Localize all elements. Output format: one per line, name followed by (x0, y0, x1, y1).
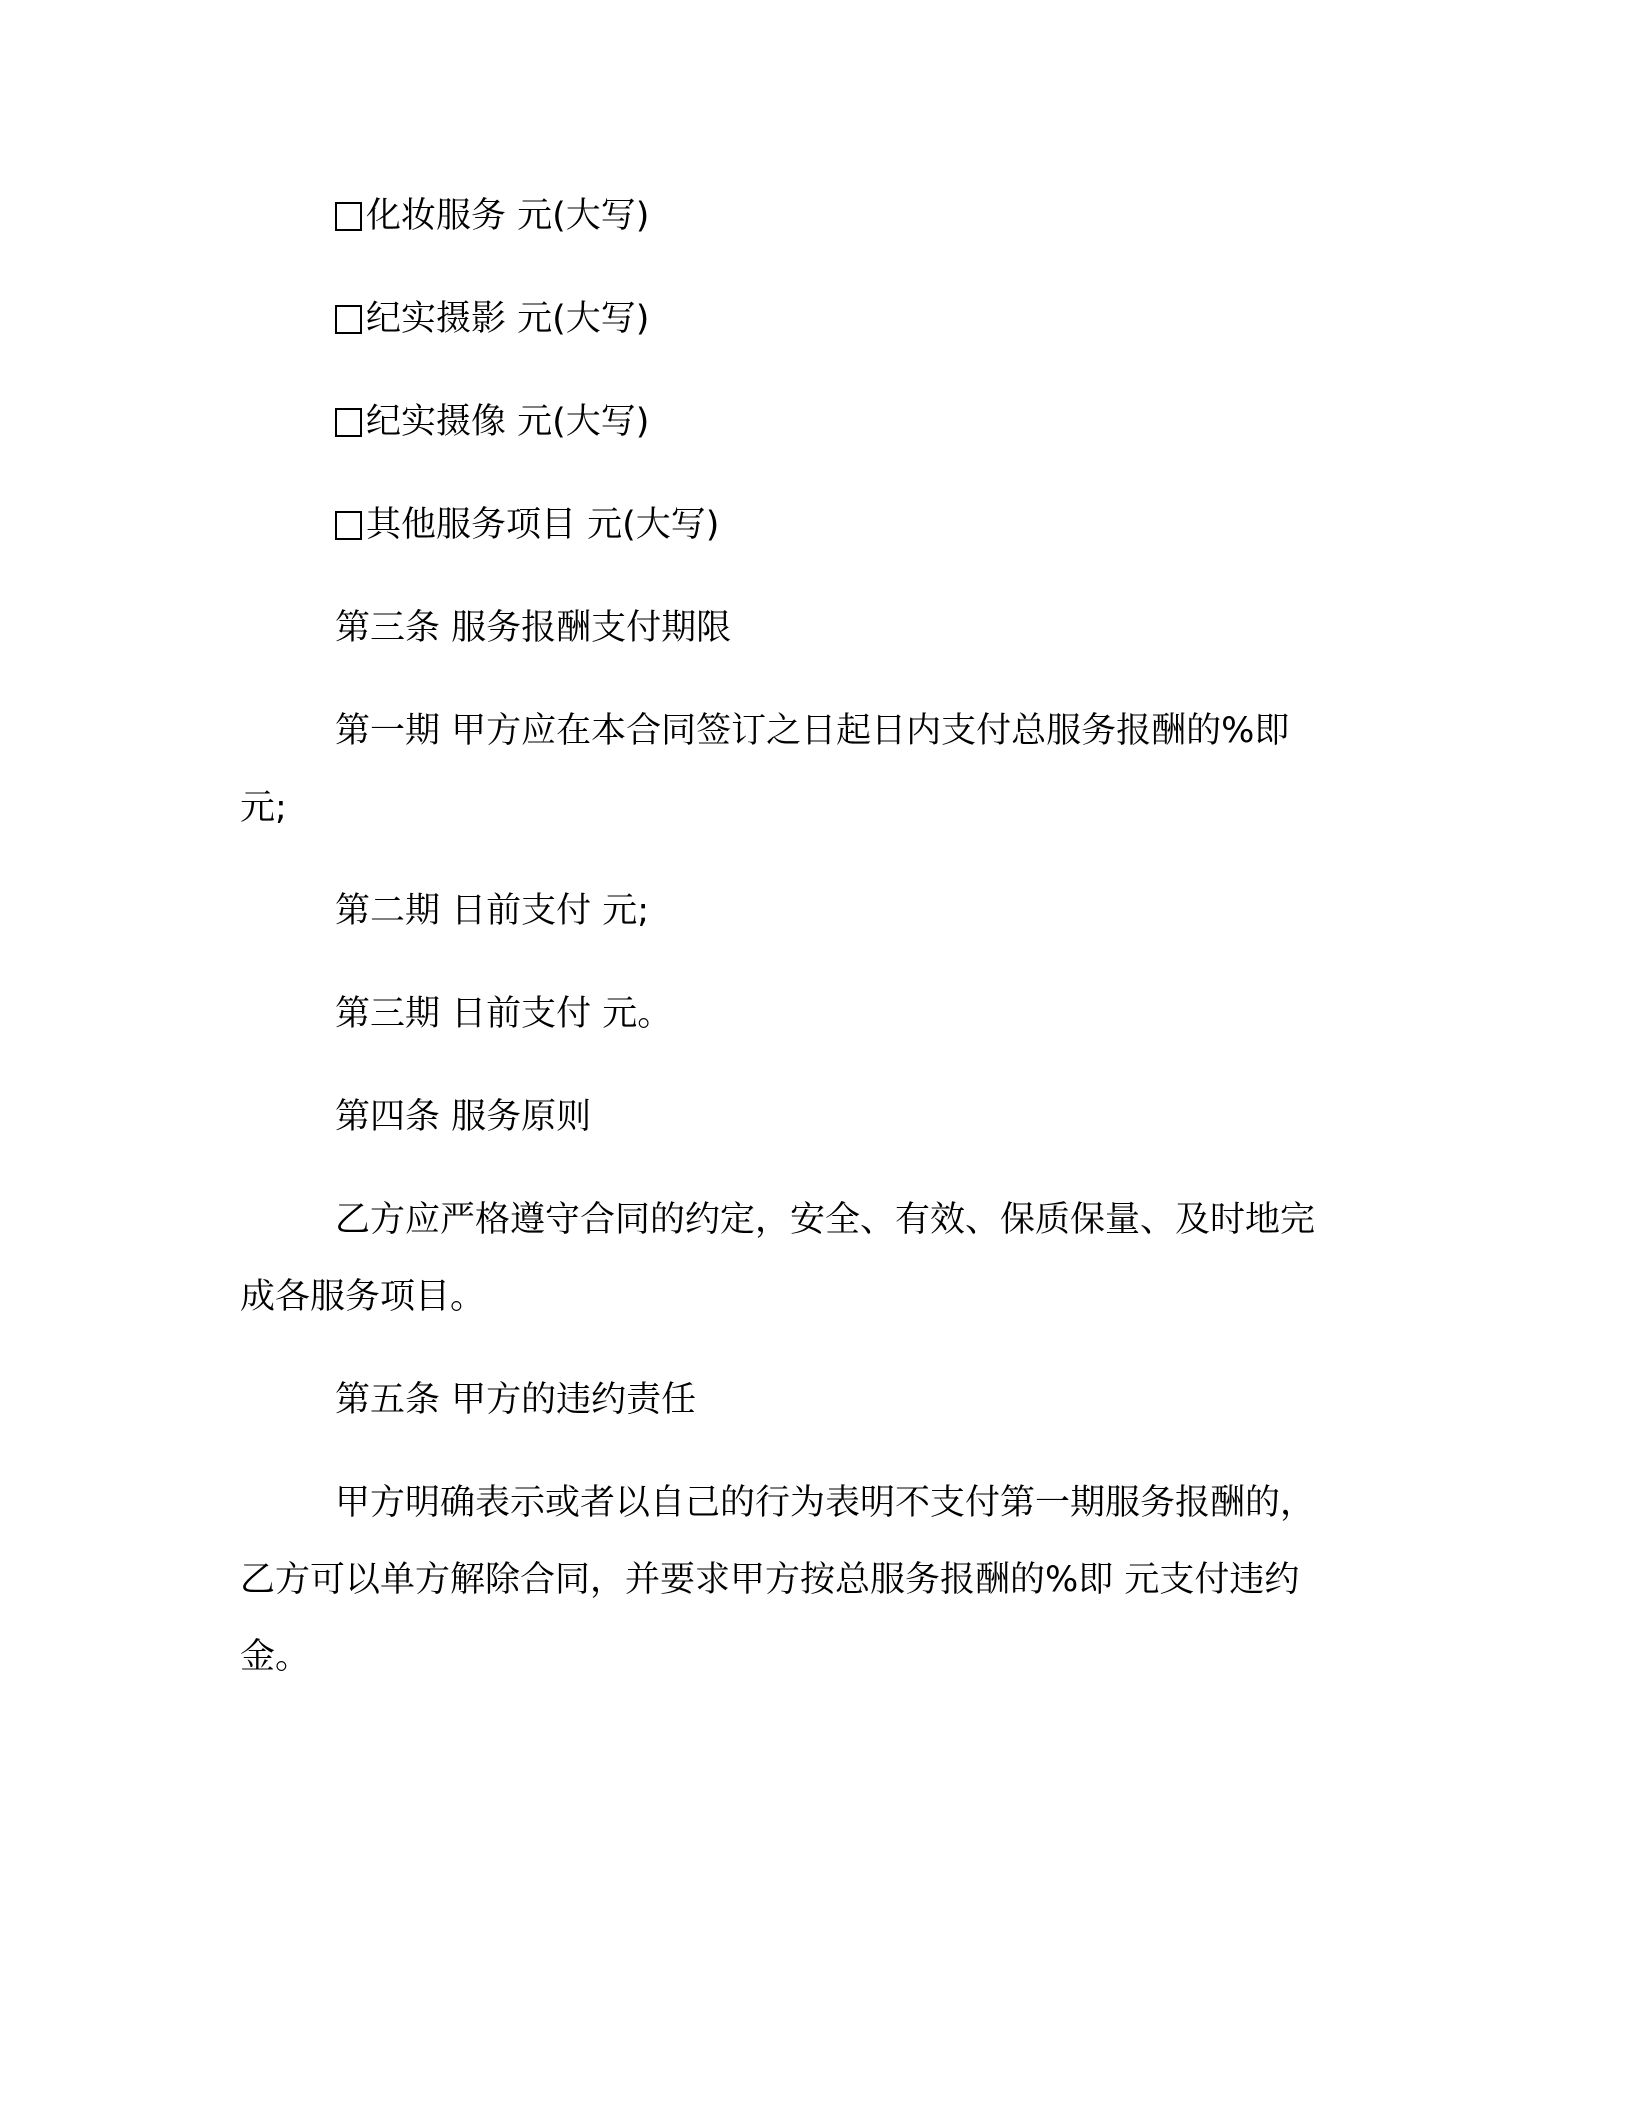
option-makeup-label: 化妆服务 元(大写) (366, 196, 650, 236)
article5-body-line3: 金。 (240, 1637, 311, 1677)
option-photography (335, 297, 649, 341)
article5-body-line1: 甲方明确表示或者以自己的行为表明不支付第一期服务报酬的， (335, 1483, 1316, 1523)
option-makeup (335, 194, 649, 238)
option-photography-label: 纪实摄影 元(大写) (366, 299, 650, 339)
checkbox-videography[interactable] (335, 408, 362, 437)
article4-body-line2: 成各服务项目。 (240, 1277, 486, 1317)
article4-body-line1: 乙方应严格遵守合同的约定，安全、有效、保质保量、及时地完 (335, 1200, 1316, 1240)
article4-heading: 第四条 服务原则 (335, 1097, 592, 1137)
option-other (335, 503, 719, 547)
article3-phase1-line2: 元; (240, 788, 287, 828)
option-videography-label: 纪实摄像 元(大写) (366, 402, 650, 442)
checkbox-photography[interactable] (335, 305, 362, 334)
option-other-label: 其他服务项目 元(大写) (366, 505, 720, 545)
article5-body-line2: 乙方可以单方解除合同，并要求甲方按总服务报酬的%即 元支付违约 (240, 1560, 1300, 1600)
article3-phase3: 第三期 日前支付 元。 (335, 994, 673, 1034)
article3-phase2: 第二期 日前支付 元; (335, 891, 650, 931)
article3-phase1-line1: 第一期 甲方应在本合同签订之日起日内支付总服务报酬的%即 (335, 711, 1290, 751)
checkbox-makeup[interactable] (335, 202, 362, 231)
option-videography (335, 400, 649, 444)
article3-heading: 第三条 服务报酬支付期限 (335, 608, 732, 648)
article5-heading: 第五条 甲方的违约责任 (335, 1380, 697, 1420)
checkbox-other[interactable] (335, 511, 362, 540)
